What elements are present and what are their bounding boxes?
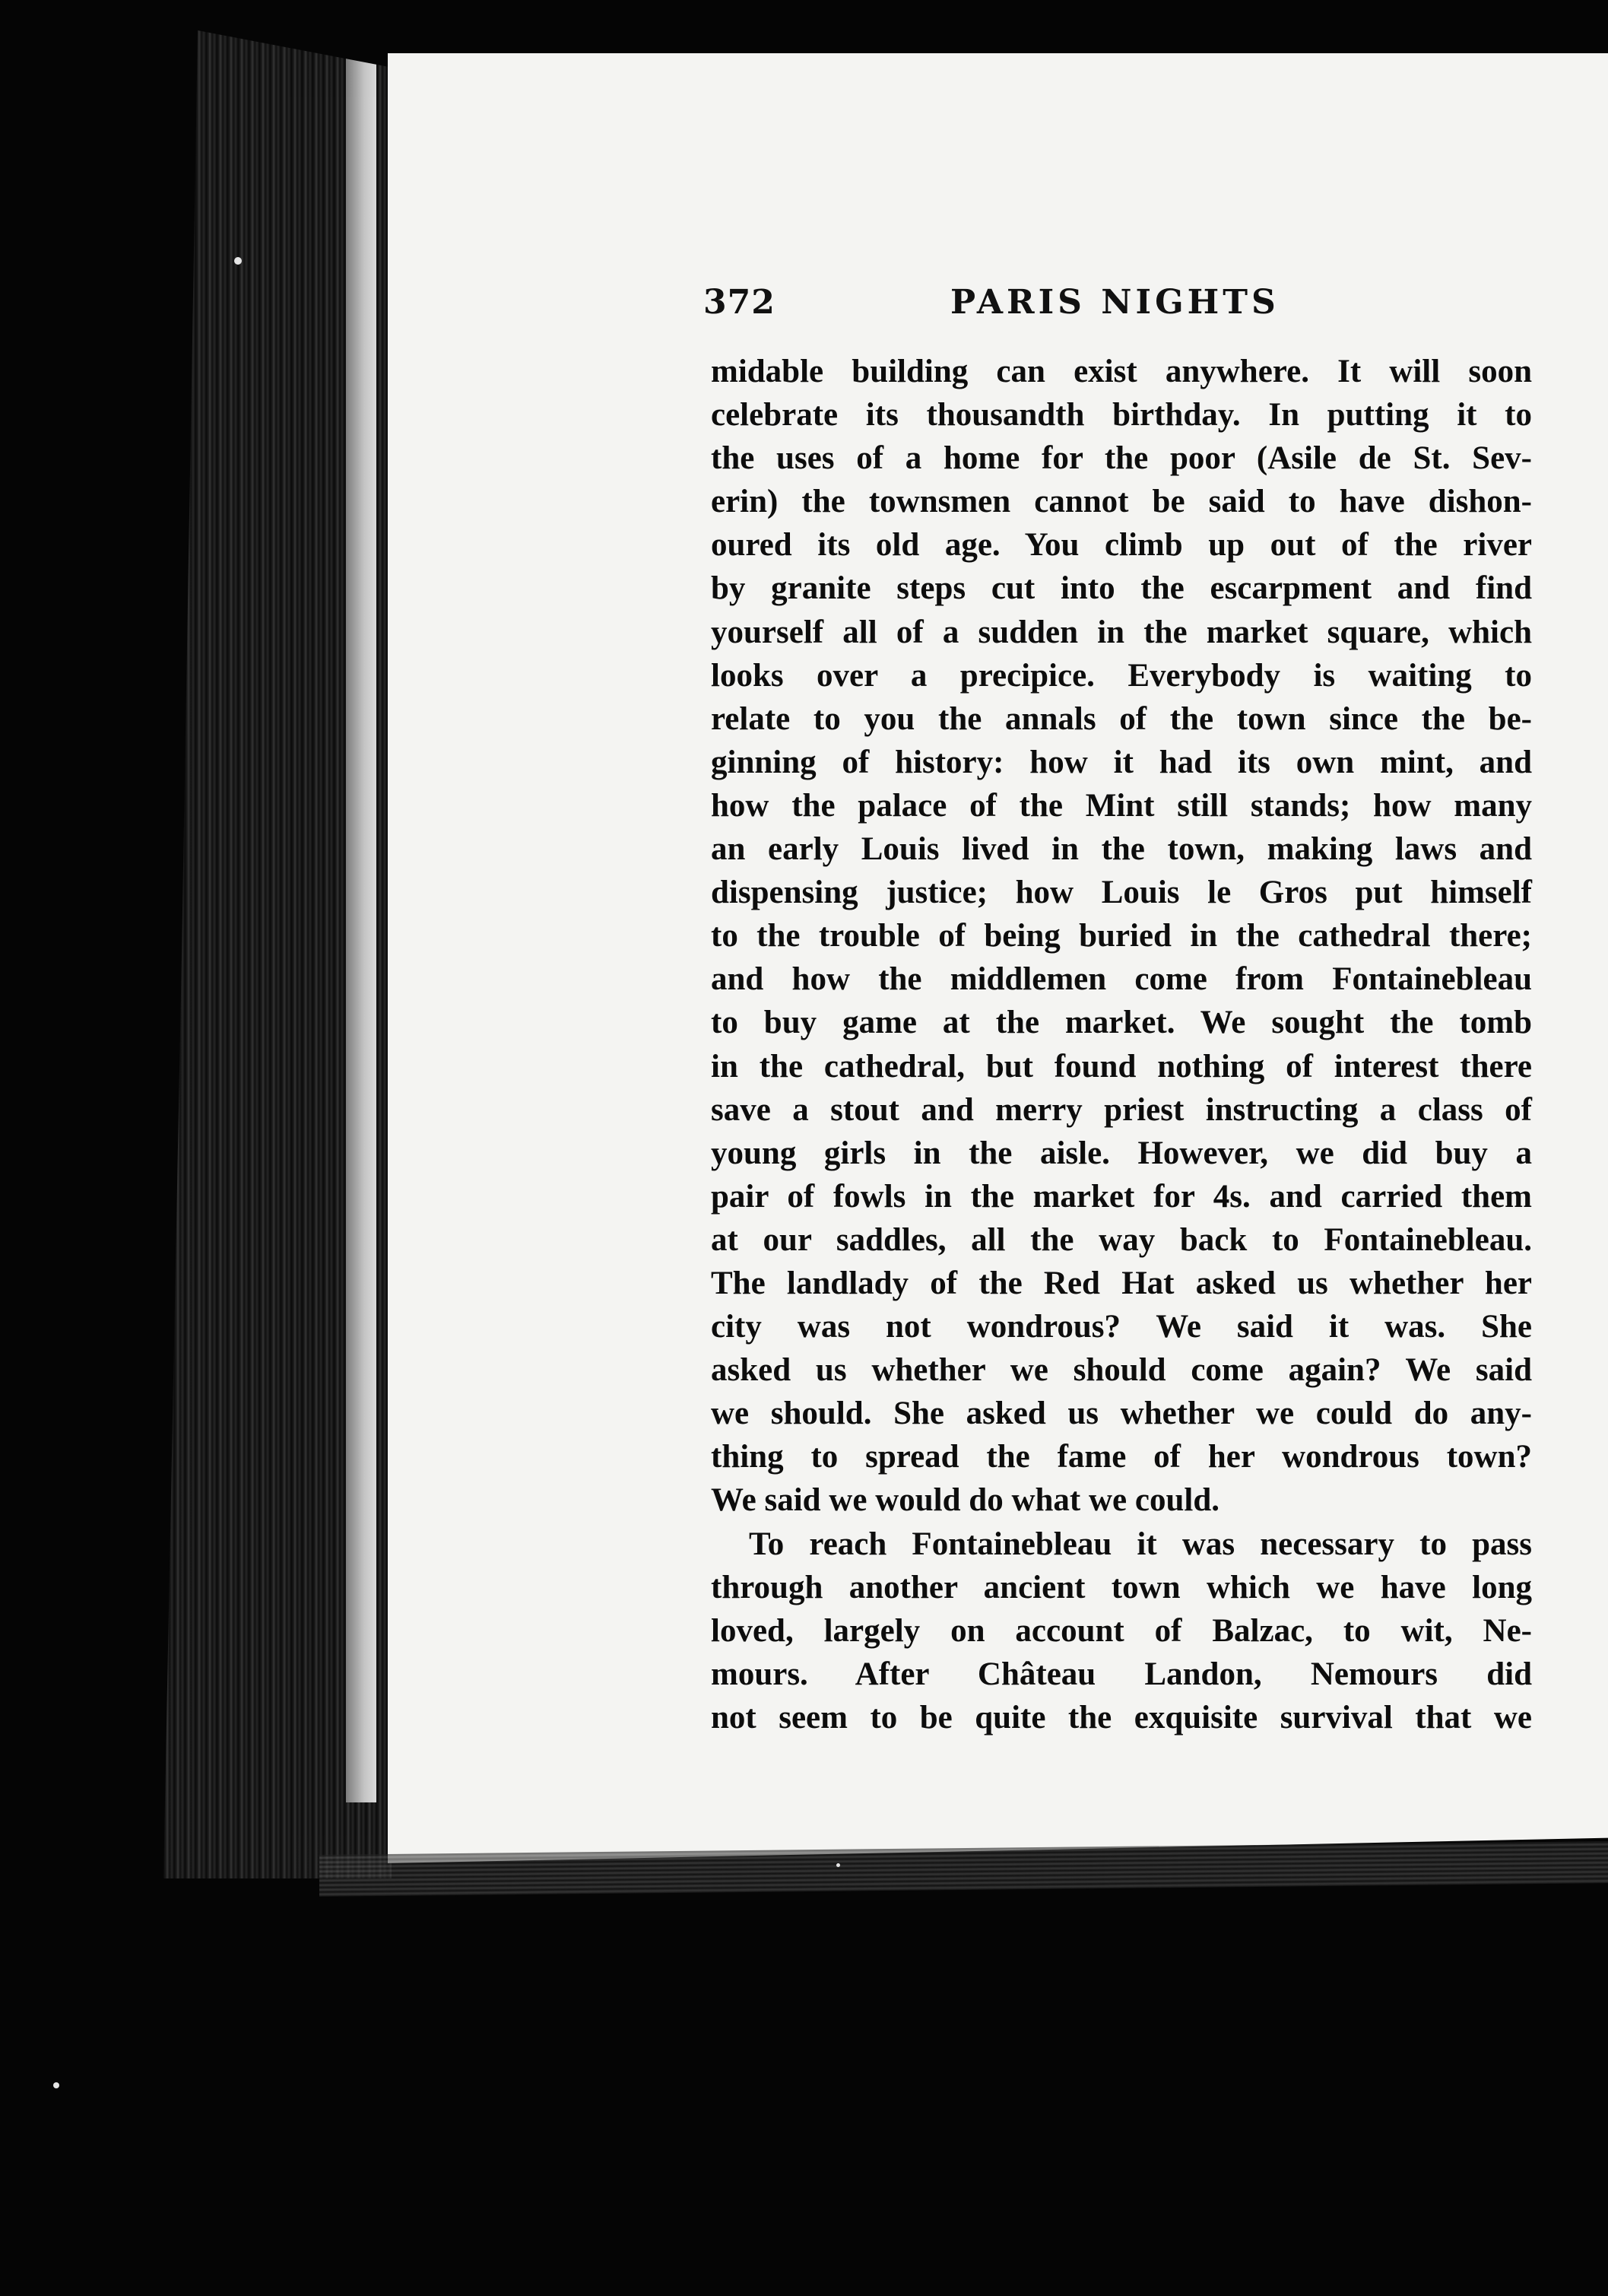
text-line: To reach Fontainebleau it was necessary to pass — [749, 1526, 1532, 1562]
text-line: erin) the townsmen cannot be said to have dishon- — [711, 484, 1532, 520]
text-line: save a stout and merry priest instructing a class of — [711, 1091, 1532, 1128]
text-line: an early Louis lived in the town, making laws and — [711, 831, 1532, 868]
text-line: at our saddles, all the way back to Fontainebleau. — [711, 1221, 1532, 1258]
text-line: thing to spread the fame of her wondrous town? — [711, 1439, 1532, 1475]
text-line: celebrate its thousandth birthday. In putting it to — [711, 397, 1532, 433]
page-number: 372 — [703, 283, 775, 322]
text-line: We said we would do what we could. — [711, 1482, 1219, 1519]
text-line: oured its old age. You climb up out of the river — [711, 527, 1532, 564]
text-line: and how the middlemen come from Fontainebleau — [711, 961, 1532, 998]
text-line: relate to you the annals of the town since the be- — [711, 700, 1532, 737]
scan-speck — [53, 2082, 59, 2088]
paragraph — [711, 350, 1532, 1523]
running-head: PARIS NIGHTS — [950, 283, 1280, 322]
text-line: through another ancient town which we have long — [711, 1569, 1532, 1605]
text-line: in the cathedral, but found nothing of interest there — [711, 1048, 1532, 1084]
book-page-edges — [163, 30, 392, 1878]
text-line: to buy game at the market. We sought the tomb — [711, 1005, 1532, 1041]
text-line: midable building can exist anywhere. It will soon — [711, 354, 1532, 389]
text-line: pair of fowls in the market for 4s. and carried them — [711, 1178, 1532, 1215]
text-line: ginning of history: how it had its own mint, and — [711, 744, 1532, 780]
text-line: city was not wondrous? We said it was. She — [711, 1309, 1532, 1345]
text-line: young girls in the aisle. However, we did buy a — [711, 1135, 1532, 1171]
text-line: loved, largely on account of Balzac, to wit, Ne- — [711, 1612, 1532, 1649]
text-line: to the trouble of being buried in the cathedral there; — [711, 918, 1532, 954]
paragraph — [711, 1523, 1532, 1739]
scan-speck — [836, 1863, 840, 1867]
text-line: by granite steps cut into the escarpment and find — [711, 570, 1532, 607]
text-line: the uses of a home for the poor (Asile de St. Sev- — [711, 440, 1532, 477]
text-line: asked us whether we should come again? We said — [711, 1352, 1532, 1389]
text-line: yourself all of a sudden in the market square, which — [711, 614, 1532, 650]
text-line: looks over a precipice. Everybody is waiting to — [711, 657, 1532, 694]
text-line: how the palace of the Mint still stands; how many — [711, 787, 1532, 824]
text-line: mours. After Château Landon, Nemours did — [711, 1656, 1532, 1692]
scan-speck — [234, 257, 242, 265]
text-line: The landlady of the Red Hat asked us whether her — [711, 1265, 1532, 1301]
page-header — [703, 283, 1509, 336]
text-line: we should. She asked us whether we could do any- — [711, 1396, 1532, 1432]
text-line: dispensing justice; how Louis le Gros put himself — [711, 875, 1532, 911]
body-text — [711, 350, 1532, 1739]
text-line: not seem to be quite the exquisite survival that we — [711, 1699, 1532, 1735]
